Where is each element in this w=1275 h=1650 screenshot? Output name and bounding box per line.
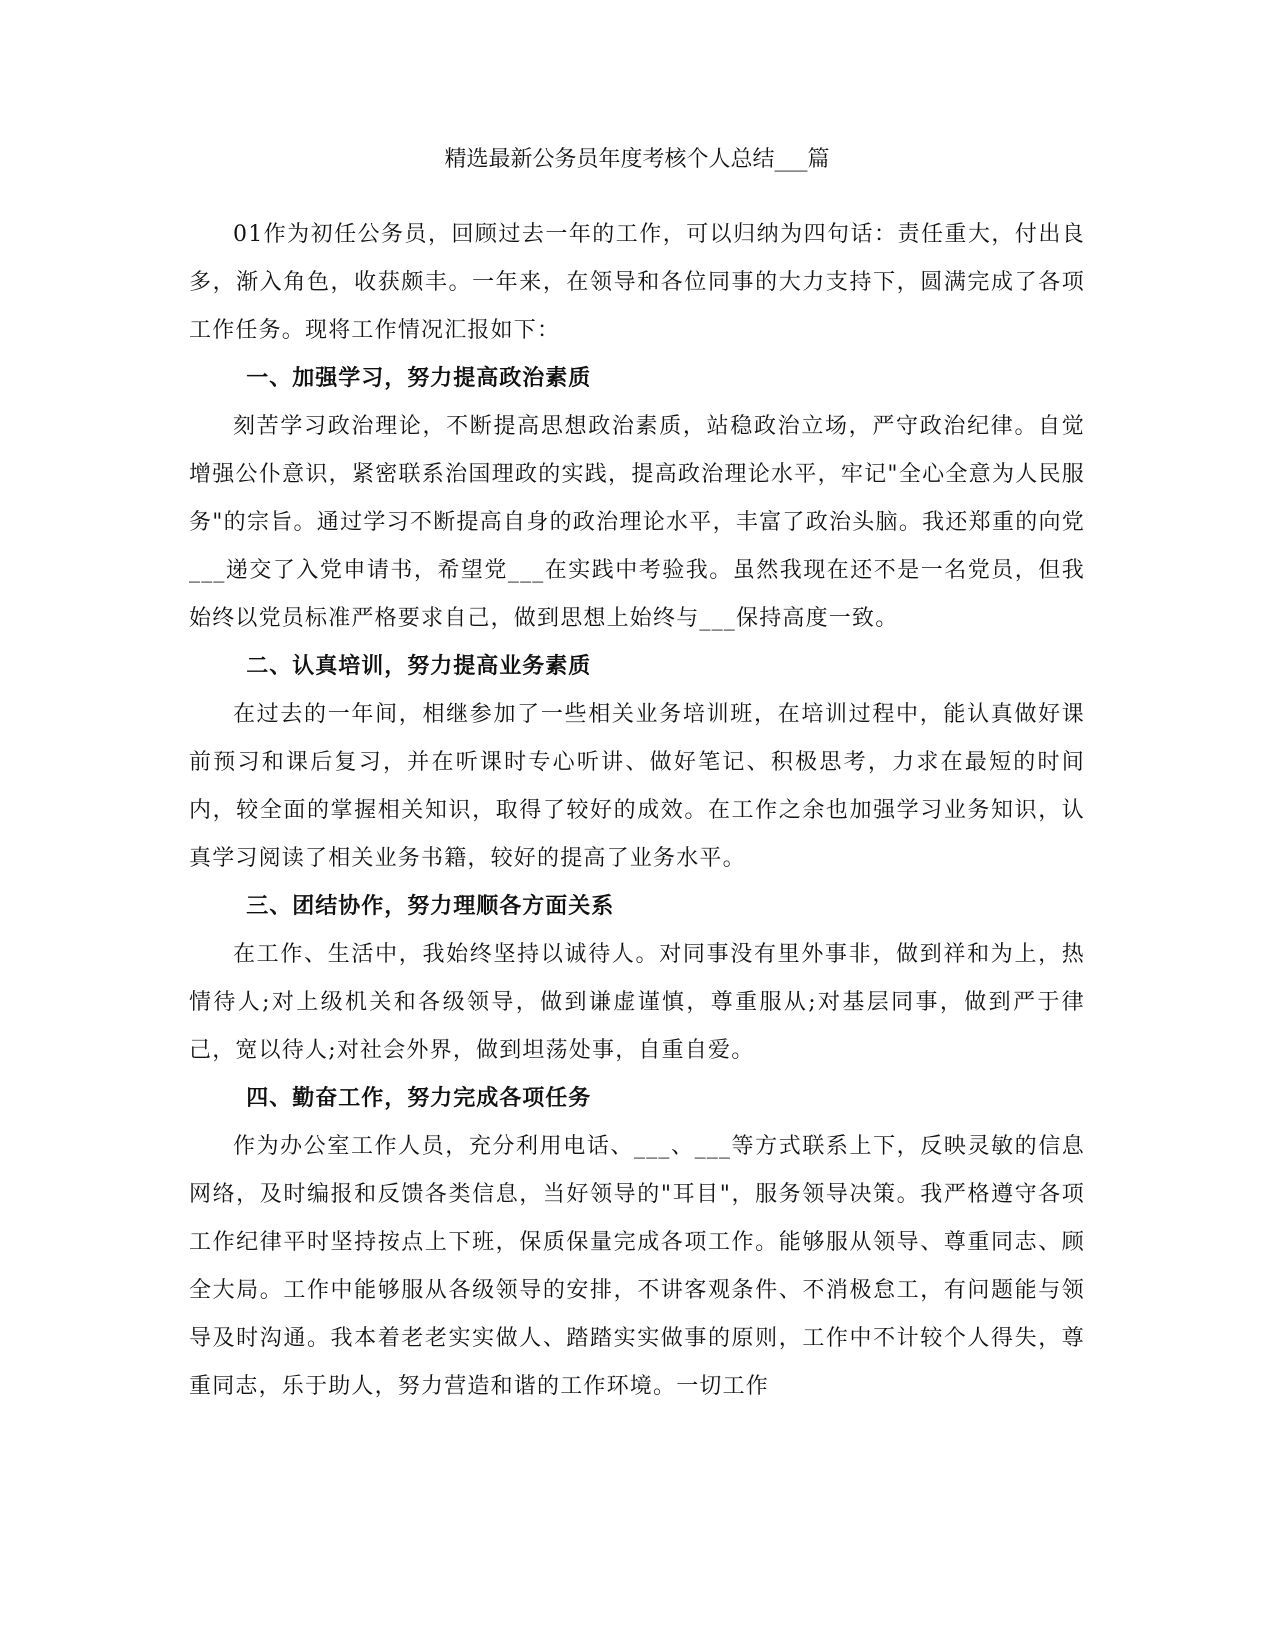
document-title: 精选最新公务员年度考核个人总结___篇 [444, 147, 830, 172]
section-body-2: 在过去的一年间，相继参加了一些相关业务培训班，在培训过程中，能认真做好课前预习和课后复习，并在听课时专心听讲、做好笔记、积极思考，力求在最短的时间内，较全面的掌握相关知识，取得了较好的成效。在工作之余也加强学习业务知识，认真学习阅读了相关业务书籍，较好的提高了业务水平。 [189, 702, 1085, 871]
section-heading-4: 四、勤奋工作，努力完成各项任务 [246, 1086, 592, 1111]
intro-paragraph: 01作为初任公务员，回顾过去一年的工作，可以归纳为四句话：责任重大，付出良多，渐入角色，收获颇丰。一年来，在领导和各位同事的大力支持下，圆满完成了各项工作任务。现将工作情况汇报如下： [189, 222, 1085, 343]
section-body-4: 作为办公室工作人员，充分利用电话、___、___等方式联系上下，反映灵敏的信息网络，及时编报和反馈各类信息，当好领导的"耳目"，服务领导决策。我严格遵守各项工作纪律平时坚持按点上下班，保质保量完成各项工作。能够服从领导、尊重同志、顾全大局。工作中能够服从各级领导的安排，不讲客观条件、不消极怠工，有问题能与领导及时沟通。我本着老老实实做人、踏踏实实做事的原则，工作中不计较个人得失，尊重同志，乐于助人，努力营造和谐的工作环境。一切工作 [189, 1134, 1085, 1399]
section-heading-1: 一、加强学习，努力提高政治素质 [246, 366, 592, 391]
section-heading-2: 二、认真培训，努力提高业务素质 [246, 654, 592, 679]
section-heading-3: 三、团结协作，努力理顺各方面关系 [246, 894, 615, 919]
document-body [189, 145, 1085, 1411]
section-body-1: 刻苦学习政治理论，不断提高思想政治素质，站稳政治立场，严守政治纪律。自觉增强公仆意识，紧密联系治国理政的实践，提高政治理论水平，牢记"全心全意为人民服务"的宗旨。通过学习不断提高自身的政治理论水平，丰富了政治头脑。我还郑重的向党___递交了入党申请书，希望党___在实践中考验我。虽然我现在还不是一名党员，但我始终以党员标准严格要求自己，做到思想上始终与___保持高度一致。 [189, 414, 1085, 631]
section-body-3: 在工作、生活中，我始终坚持以诚待人。对同事没有里外事非，做到祥和为上，热情待人;对上级机关和各级领导，做到谦虚谨慎，尊重服从;对基层同事，做到严于律己，宽以待人;对社会外界，做到坦荡处事，自重自爱。 [189, 942, 1085, 1063]
